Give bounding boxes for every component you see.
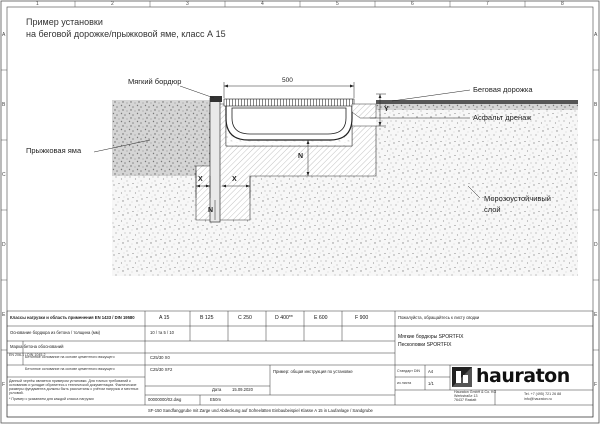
- frame-letter-d-right: D: [594, 242, 598, 248]
- frame-letter-a: A: [2, 32, 6, 38]
- tb-row-standard: EN 206-1 / DIN 1045-2: [9, 353, 46, 357]
- tb-address2: Werkstraße 13: [454, 394, 478, 398]
- tb-desc3: Песколовки SPORTFIX: [398, 342, 452, 348]
- grating: [224, 99, 354, 106]
- tb-drawing-no: 00000000/02.dwg: [148, 397, 182, 402]
- hauraton-brand: hauraton: [476, 365, 570, 387]
- frame-number-7: 7: [486, 0, 489, 7]
- frame-letter-f-right: F: [594, 382, 598, 388]
- frame-letter-c-right: C: [594, 172, 598, 178]
- tb-concrete-class: C25/30 X0: [150, 355, 170, 360]
- dimension-y: Y: [384, 106, 389, 113]
- tb-notes: Данный чертёж является примером установки. Для точных требований к основанию и укладке обратитесь к технической документации. Фактические размеры фундамента должны быть рассчитаны с учётом нагрузок и местных условий.: [9, 379, 139, 396]
- drawing-title-line1: Пример установки: [26, 17, 103, 27]
- title-block: [7, 311, 593, 417]
- running-track-layer: [376, 100, 578, 104]
- frame-letter-e-right: E: [594, 312, 598, 318]
- tb-date-label: Дата: [212, 387, 222, 392]
- frame-number-3: 3: [186, 0, 189, 7]
- tb-footer: SF-150 Sandfanggrube mit Zarge und Abdeckung auf Sofreelätten Einbaubeispiel Klasse A 15 in Laufanlage / Sandgrube: [148, 408, 373, 413]
- frame-letter-f: F: [2, 382, 6, 388]
- frame-letter-c: C: [2, 172, 6, 178]
- label-frost-layer-2: слой: [484, 205, 501, 214]
- tb-class-a15: A 15: [159, 315, 170, 321]
- tb-phone: Tel. +7 (495) 721 26 88: [524, 392, 562, 396]
- frame-letter-a-right: A: [594, 32, 598, 38]
- tb-caption: Пример: общая инструкция по установке: [273, 369, 353, 374]
- frame-letter-b: B: [2, 102, 6, 108]
- tb-row-thickness: Основание бордюра из бетона / толщина (мм): [10, 330, 100, 335]
- tb-desc1: Пожалуйста, обращайтесь к листу сводки: [398, 315, 480, 320]
- frame-letter-d: D: [2, 242, 6, 248]
- tb-row-base2: Бетонное основание на основе цементного вяжущего: [25, 367, 115, 371]
- tb-row-base1: Бетонное основание на основе цементного вяжущего: [25, 355, 115, 359]
- frame-number-8: 8: [561, 0, 564, 7]
- label-soft-curb: Мягкий бордюр: [128, 77, 182, 86]
- tb-email: info@hauraton.ru: [524, 397, 552, 401]
- tb-sheet-ref: E50m: [210, 397, 221, 402]
- tb-thickness-value: 10 / та 5 / 10: [150, 330, 174, 335]
- label-running-track: Беговая дорожка: [473, 85, 533, 94]
- tb-class-d400: D 400**: [275, 315, 293, 321]
- tb-date-value: 15.09.2020: [232, 387, 253, 392]
- tb-standard-value: A4: [428, 369, 434, 374]
- dimension-x-left: X: [198, 176, 203, 183]
- dimension-n-base: N: [208, 207, 214, 214]
- frame-letter-b-right: B: [594, 102, 598, 108]
- tb-address3: 76437 Rastatt: [454, 398, 477, 402]
- subgrade: [112, 176, 578, 276]
- label-jump-pit: Прыжковая яма: [26, 146, 82, 155]
- channel-body: [226, 104, 352, 140]
- dimension-x-right: X: [232, 176, 237, 183]
- frame-number-4: 4: [261, 0, 264, 7]
- dimension-500: 500: [282, 77, 293, 84]
- tb-standard-label: Стандарт DIN: [397, 369, 421, 373]
- frame-number-2: 2: [111, 0, 114, 7]
- drawing-title-line2: на беговой дорожке/прыжковой яме, класс А 15: [26, 29, 226, 39]
- tb-note-small: * Пример с указанием для каждой класса нагрузки: [9, 397, 94, 401]
- tb-class-c250: C 250: [238, 315, 252, 321]
- tb-sheet-label: из листа: [397, 381, 412, 385]
- tb-row-load-class: Классы нагрузки и область применения EN 1433 / DIN 19580: [10, 315, 135, 320]
- tb-desc2: Мягкие бордюры SPORTFIX: [398, 334, 464, 340]
- hauraton-logo-mark: [452, 367, 472, 387]
- tb-sheet-value: 1/1: [428, 381, 434, 386]
- frame-number-6: 6: [411, 0, 414, 7]
- label-frost-layer-1: Морозоустойчивый: [484, 194, 551, 203]
- frame-number-5: 5: [336, 0, 339, 7]
- tb-row-concrete: Марка бетона обоснований: [10, 344, 64, 349]
- label-asphalt-drain: Асфальт дренаж: [473, 113, 532, 122]
- frame-number-1: 1: [36, 0, 39, 7]
- tb-class-e600: E 600: [314, 315, 328, 321]
- tb-concrete-class2: C25/30 XF2: [150, 367, 173, 372]
- dimension-n-channel: N: [298, 153, 304, 160]
- tb-class-b125: B 125: [200, 315, 214, 321]
- frame-letter-e: E: [2, 312, 6, 318]
- tb-class-f900: F 900: [355, 315, 369, 321]
- tb-address1: Hauraton GmbH & Co. KG: [454, 390, 497, 394]
- jump-pit-fill: [112, 100, 210, 176]
